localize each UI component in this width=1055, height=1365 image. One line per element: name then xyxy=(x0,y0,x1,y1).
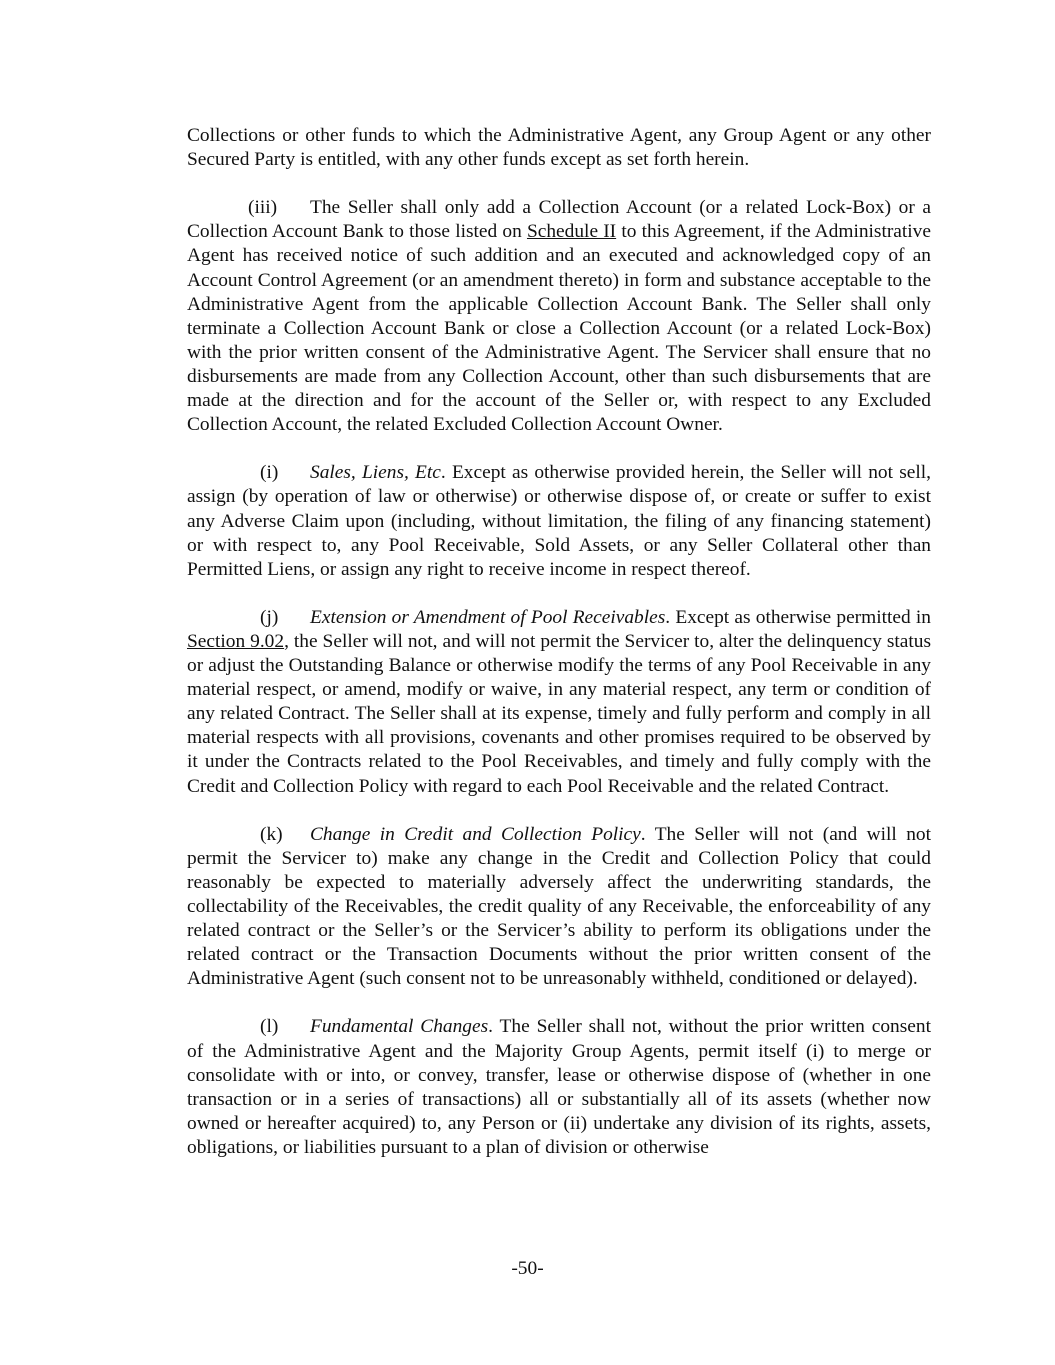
clause-text: to this Agreement, if the Administrative Agent has received notice of such addition and an executed and acknowledged copy of an Account Control Agreement (or an amendment thereto) in form and substance acceptable to the Administrative Agent from the applicable Collection Account Bank. The Seller shall only terminate a Collection Account Bank or close a Collection Account (or a related Lock-Box) with the prior written consent of the Administrative Agent. The Servicer shall ensure that no disbursements are made from any Collection Account, other than such disbursements that are made at the direction and for the account of the Seller or, with respect to any Excluded Collection Account, the related Excluded Collection Account Owner. xyxy=(187,221,931,436)
page-number: -50- xyxy=(511,1258,544,1279)
section-text: The Seller will not (and will not permit the Servicer to) make any change in the Credit and Collection Policy that could reasonably be expected to materially adversely affect the underwriting standards, the collectability of the Receivables, the credit quality of any Receivable, the enforceability of any related contract or the Seller’s or the Servicer’s ability to perform its obligations under the related contract or the Transaction Documents without the prior written consent of the Administrative Agent (such consent not to be unreasonably withheld, conditioned or delayed). xyxy=(187,823,931,990)
section-marker: (i) xyxy=(260,462,279,484)
section-k-paragraph xyxy=(187,823,931,992)
section-marker: (j) xyxy=(260,606,279,628)
section-text: Except as otherwise provided herein, the Seller will not sell, assign (by operation of law or otherwise) or otherwise dispose of, or create or suffer to exist any Adverse Claim upon (including, without limitation, the filing of any financing statement) or with respect to, any Pool Receivable, Sold Assets, or any Seller Collateral other than Permitted Liens, or assign any right to receive income in respect thereof. xyxy=(187,462,931,580)
heading-period: . xyxy=(640,823,646,845)
section-l-paragraph xyxy=(187,1015,931,1160)
section-j-paragraph xyxy=(187,606,931,799)
clause-iii-paragraph xyxy=(187,196,931,437)
schedule-ii-reference: Schedule II xyxy=(526,221,617,243)
section-9-02-reference: Section 9.02 xyxy=(187,630,285,652)
heading-period: . xyxy=(488,1016,494,1038)
clause-text: The Seller shall only add a Collection Account (or a related Lock-Box) or a Collection Account Bank to those listed on xyxy=(187,197,931,243)
section-heading: Change in Credit and Collection Policy xyxy=(310,823,641,845)
section-text: The Seller shall not, without the prior written consent of the Administrative Agent and the Majority Group Agents, permit itself (i) to merge or consolidate with or into, or convey, transfer, lease or otherwise dispose of (whether in one transaction or in a series of transactions) all or substantially all of its assets (whether now owned or hereafter acquired) to, any Person or (ii) undertake any division of its rights, assets, obligations, or liabilities pursuant to a plan of division or otherwise xyxy=(187,1016,931,1158)
section-text: Except as otherwise permitted in xyxy=(670,606,931,628)
section-marker: (k) xyxy=(260,823,283,845)
section-heading: Sales, Liens, Etc xyxy=(310,462,441,484)
section-heading: Fundamental Changes xyxy=(310,1016,489,1038)
document-body xyxy=(187,124,931,1184)
section-text: , the Seller will not, and will not permit the Servicer to, alter the delinquency status or adjust the Outstanding Balance or otherwise modify the terms of any Pool Receivable in any material respect, or amend, modify or waive, in any material respect, any term or condition of any related Contract. The Seller shall at its expense, timely and fully perform and comply in all material respects with all provisions, covenants and other promises required to be observed by it under the Contracts related to the Pool Receivables, and timely and fully comply with the Credit and Collection Policy with regard to each Pool Receivable and the related Contract. xyxy=(187,630,931,797)
clause-marker: (iii) xyxy=(248,197,278,219)
heading-period: . xyxy=(665,606,671,628)
section-heading: Extension or Amendment of Pool Receivables xyxy=(310,606,666,628)
heading-period: . xyxy=(440,462,446,484)
continuation-paragraph xyxy=(187,124,931,172)
section-marker: (l) xyxy=(260,1016,279,1038)
section-i-paragraph xyxy=(187,461,931,581)
continuation-text: Collections or other funds to which the Administrative Agent, any Group Agent or any other Secured Party is entitled, with any other funds except as set forth herein. xyxy=(187,125,931,171)
